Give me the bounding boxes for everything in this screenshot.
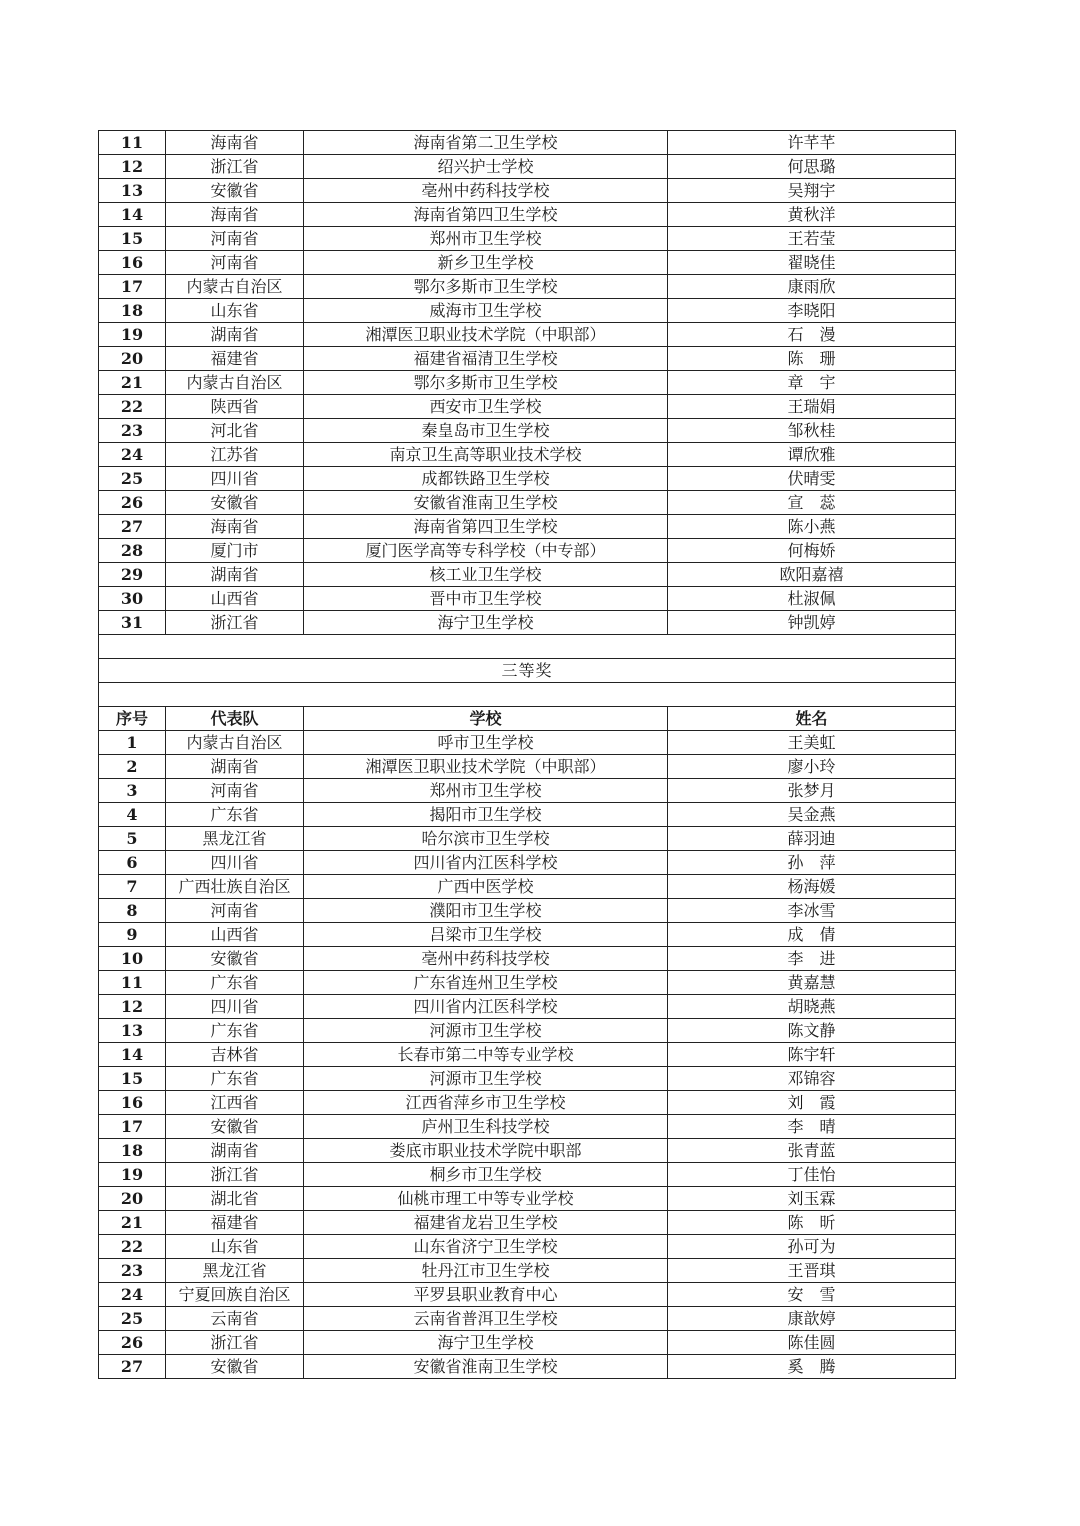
cell-index: 14 [99, 203, 166, 227]
table-row [99, 1307, 956, 1331]
cell-index: 13 [99, 179, 166, 203]
cell-school: 亳州中药科技学校 [304, 179, 668, 203]
cell-school: 海南省第四卫生学校 [304, 515, 668, 539]
cell-team: 内蒙古自治区 [166, 371, 304, 395]
header-team: 代表队 [166, 707, 304, 731]
cell-team: 四川省 [166, 851, 304, 875]
table-row [99, 299, 956, 323]
cell-index: 2 [99, 755, 166, 779]
blank-row [99, 635, 956, 659]
cell-team: 广东省 [166, 803, 304, 827]
cell-school: 威海市卫生学校 [304, 299, 668, 323]
cell-name: 刘玉霖 [668, 1187, 956, 1211]
cell-school: 四川省内江医科学校 [304, 851, 668, 875]
table-row [99, 443, 956, 467]
cell-team: 浙江省 [166, 611, 304, 635]
cell-team: 四川省 [166, 467, 304, 491]
cell-school: 安徽省淮南卫生学校 [304, 1355, 668, 1379]
cell-school: 西安市卫生学校 [304, 395, 668, 419]
cell-index: 29 [99, 563, 166, 587]
cell-school: 海南省第二卫生学校 [304, 131, 668, 155]
cell-team: 广西壮族自治区 [166, 875, 304, 899]
cell-name: 李 晴 [668, 1115, 956, 1139]
table-row [99, 1043, 956, 1067]
table-row [99, 1283, 956, 1307]
cell-index: 8 [99, 899, 166, 923]
cell-team: 山西省 [166, 923, 304, 947]
cell-index: 16 [99, 1091, 166, 1115]
cell-school: 福建省龙岩卫生学校 [304, 1211, 668, 1235]
table-row [99, 491, 956, 515]
cell-name: 刘 霞 [668, 1091, 956, 1115]
cell-name: 钟凯婷 [668, 611, 956, 635]
cell-team: 福建省 [166, 1211, 304, 1235]
cell-index: 11 [99, 971, 166, 995]
table-row [99, 1259, 956, 1283]
cell-team: 安徽省 [166, 1355, 304, 1379]
cell-team: 江苏省 [166, 443, 304, 467]
cell-name: 许芊芊 [668, 131, 956, 155]
table-row [99, 395, 956, 419]
cell-name: 王瑞娟 [668, 395, 956, 419]
cell-team: 安徽省 [166, 179, 304, 203]
cell-school: 海宁卫生学校 [304, 611, 668, 635]
cell-school: 四川省内江医科学校 [304, 995, 668, 1019]
cell-index: 15 [99, 1067, 166, 1091]
section-title-row [99, 659, 956, 683]
second-prize-rows [99, 131, 956, 635]
cell-name: 伏晴雯 [668, 467, 956, 491]
cell-school: 长春市第二中等专业学校 [304, 1043, 668, 1067]
cell-name: 陈文静 [668, 1019, 956, 1043]
table-row [99, 371, 956, 395]
cell-index: 22 [99, 395, 166, 419]
cell-index: 4 [99, 803, 166, 827]
cell-index: 7 [99, 875, 166, 899]
table-row [99, 419, 956, 443]
table-row [99, 1355, 956, 1379]
cell-index: 27 [99, 515, 166, 539]
cell-school: 仙桃市理工中等专业学校 [304, 1187, 668, 1211]
cell-team: 黑龙江省 [166, 1259, 304, 1283]
cell-name: 陈宇轩 [668, 1043, 956, 1067]
cell-school: 哈尔滨市卫生学校 [304, 827, 668, 851]
cell-team: 湖北省 [166, 1187, 304, 1211]
cell-index: 10 [99, 947, 166, 971]
cell-name: 李晓阳 [668, 299, 956, 323]
cell-team: 海南省 [166, 131, 304, 155]
header-school: 学校 [304, 707, 668, 731]
cell-index: 9 [99, 923, 166, 947]
cell-index: 3 [99, 779, 166, 803]
cell-school: 晋中市卫生学校 [304, 587, 668, 611]
table-row [99, 1115, 956, 1139]
cell-name: 何梅娇 [668, 539, 956, 563]
table-row [99, 851, 956, 875]
cell-name: 陈小燕 [668, 515, 956, 539]
cell-school: 河源市卫生学校 [304, 1067, 668, 1091]
third-prize-title: 三等奖 [99, 659, 956, 683]
cell-name: 陈佳圆 [668, 1331, 956, 1355]
cell-school: 鄂尔多斯市卫生学校 [304, 371, 668, 395]
award-list-sheet [98, 130, 955, 1379]
header-row [99, 707, 956, 731]
cell-team: 陕西省 [166, 395, 304, 419]
cell-index: 12 [99, 995, 166, 1019]
cell-team: 广东省 [166, 971, 304, 995]
third-prize-rows [99, 731, 956, 1379]
cell-school: 厦门医学高等专科学校（中专部） [304, 539, 668, 563]
cell-index: 23 [99, 1259, 166, 1283]
cell-name: 欧阳嘉禧 [668, 563, 956, 587]
cell-index: 24 [99, 1283, 166, 1307]
cell-team: 四川省 [166, 995, 304, 1019]
table-row [99, 203, 956, 227]
cell-school: 山东省济宁卫生学校 [304, 1235, 668, 1259]
cell-name: 章 宇 [668, 371, 956, 395]
cell-name: 孙可为 [668, 1235, 956, 1259]
cell-index: 21 [99, 1211, 166, 1235]
cell-name: 王晋琪 [668, 1259, 956, 1283]
cell-school: 秦皇岛市卫生学校 [304, 419, 668, 443]
cell-name: 黄嘉慧 [668, 971, 956, 995]
cell-team: 浙江省 [166, 1163, 304, 1187]
cell-index: 21 [99, 371, 166, 395]
table-row [99, 563, 956, 587]
cell-team: 浙江省 [166, 155, 304, 179]
table-row [99, 947, 956, 971]
cell-name: 石 漫 [668, 323, 956, 347]
table-row [99, 611, 956, 635]
cell-name: 李冰雪 [668, 899, 956, 923]
cell-team: 海南省 [166, 515, 304, 539]
cell-school: 安徽省淮南卫生学校 [304, 491, 668, 515]
blank-row [99, 683, 956, 707]
cell-school: 广西中医学校 [304, 875, 668, 899]
cell-index: 25 [99, 467, 166, 491]
cell-index: 11 [99, 131, 166, 155]
table-row [99, 731, 956, 755]
cell-school: 揭阳市卫生学校 [304, 803, 668, 827]
cell-name: 杜淑佩 [668, 587, 956, 611]
cell-team: 安徽省 [166, 491, 304, 515]
cell-team: 浙江省 [166, 1331, 304, 1355]
third-prize-heading-block [99, 635, 956, 731]
cell-name: 谭欣雅 [668, 443, 956, 467]
cell-name: 邹秋桂 [668, 419, 956, 443]
cell-index: 30 [99, 587, 166, 611]
cell-index: 20 [99, 1187, 166, 1211]
cell-name: 成 倩 [668, 923, 956, 947]
table-row [99, 1139, 956, 1163]
header-name: 姓名 [668, 707, 956, 731]
cell-index: 23 [99, 419, 166, 443]
cell-team: 河南省 [166, 227, 304, 251]
cell-school: 湘潭医卫职业技术学院（中职部） [304, 323, 668, 347]
cell-school: 亳州中药科技学校 [304, 947, 668, 971]
header-index: 序号 [99, 707, 166, 731]
table-row [99, 179, 956, 203]
table-row [99, 1187, 956, 1211]
cell-school: 吕梁市卫生学校 [304, 923, 668, 947]
cell-school: 绍兴护士学校 [304, 155, 668, 179]
cell-name: 孙 萍 [668, 851, 956, 875]
cell-team: 海南省 [166, 203, 304, 227]
cell-index: 14 [99, 1043, 166, 1067]
table-row [99, 131, 956, 155]
cell-school: 牡丹江市卫生学校 [304, 1259, 668, 1283]
table-row [99, 875, 956, 899]
table-row [99, 275, 956, 299]
table-row [99, 515, 956, 539]
cell-team: 河南省 [166, 251, 304, 275]
cell-name: 陈 昕 [668, 1211, 956, 1235]
cell-school: 郑州市卫生学校 [304, 227, 668, 251]
table-row [99, 587, 956, 611]
cell-team: 广东省 [166, 1067, 304, 1091]
table-row [99, 227, 956, 251]
cell-team: 河北省 [166, 419, 304, 443]
cell-name: 张梦月 [668, 779, 956, 803]
cell-name: 胡晓燕 [668, 995, 956, 1019]
cell-school: 娄底市职业技术学院中职部 [304, 1139, 668, 1163]
cell-index: 26 [99, 491, 166, 515]
cell-index: 17 [99, 275, 166, 299]
cell-school: 新乡卫生学校 [304, 251, 668, 275]
cell-index: 18 [99, 299, 166, 323]
table-row [99, 1211, 956, 1235]
cell-name: 宣 蕊 [668, 491, 956, 515]
cell-school: 平罗县职业教育中心 [304, 1283, 668, 1307]
cell-team: 山东省 [166, 299, 304, 323]
cell-team: 吉林省 [166, 1043, 304, 1067]
cell-team: 湖南省 [166, 323, 304, 347]
cell-school: 桐乡市卫生学校 [304, 1163, 668, 1187]
cell-index: 19 [99, 323, 166, 347]
cell-name: 黄秋洋 [668, 203, 956, 227]
table-row [99, 971, 956, 995]
cell-school: 濮阳市卫生学校 [304, 899, 668, 923]
table-row [99, 1163, 956, 1187]
cell-name: 丁佳怡 [668, 1163, 956, 1187]
table-row [99, 1067, 956, 1091]
cell-index: 20 [99, 347, 166, 371]
cell-team: 安徽省 [166, 947, 304, 971]
cell-index: 18 [99, 1139, 166, 1163]
cell-name: 吴金燕 [668, 803, 956, 827]
cell-index: 17 [99, 1115, 166, 1139]
cell-school: 郑州市卫生学校 [304, 779, 668, 803]
cell-team: 福建省 [166, 347, 304, 371]
cell-name: 吴翔宇 [668, 179, 956, 203]
cell-index: 25 [99, 1307, 166, 1331]
table-row [99, 251, 956, 275]
cell-index: 13 [99, 1019, 166, 1043]
cell-school: 河源市卫生学校 [304, 1019, 668, 1043]
cell-team: 云南省 [166, 1307, 304, 1331]
table-row [99, 347, 956, 371]
cell-school: 海南省第四卫生学校 [304, 203, 668, 227]
cell-index: 31 [99, 611, 166, 635]
cell-school: 成都铁路卫生学校 [304, 467, 668, 491]
cell-school: 福建省福清卫生学校 [304, 347, 668, 371]
cell-index: 15 [99, 227, 166, 251]
table-row [99, 803, 956, 827]
cell-team: 湖南省 [166, 1139, 304, 1163]
table-row [99, 923, 956, 947]
table-row [99, 1235, 956, 1259]
cell-team: 内蒙古自治区 [166, 275, 304, 299]
cell-school: 海宁卫生学校 [304, 1331, 668, 1355]
cell-name: 薛羽迪 [668, 827, 956, 851]
cell-team: 厦门市 [166, 539, 304, 563]
cell-team: 江西省 [166, 1091, 304, 1115]
table-row [99, 827, 956, 851]
cell-name: 李 进 [668, 947, 956, 971]
cell-team: 湖南省 [166, 755, 304, 779]
cell-index: 24 [99, 443, 166, 467]
cell-team: 河南省 [166, 779, 304, 803]
table-row [99, 155, 956, 179]
cell-index: 6 [99, 851, 166, 875]
cell-index: 22 [99, 1235, 166, 1259]
cell-school: 云南省普洱卫生学校 [304, 1307, 668, 1331]
cell-school: 南京卫生高等职业技术学校 [304, 443, 668, 467]
table-row [99, 995, 956, 1019]
cell-team: 河南省 [166, 899, 304, 923]
cell-team: 内蒙古自治区 [166, 731, 304, 755]
cell-index: 1 [99, 731, 166, 755]
cell-team: 湖南省 [166, 563, 304, 587]
cell-name: 康雨欣 [668, 275, 956, 299]
cell-name: 何思璐 [668, 155, 956, 179]
table-row [99, 539, 956, 563]
cell-team: 宁夏回族自治区 [166, 1283, 304, 1307]
table-row [99, 323, 956, 347]
cell-team: 黑龙江省 [166, 827, 304, 851]
cell-team: 广东省 [166, 1019, 304, 1043]
cell-name: 奚 腾 [668, 1355, 956, 1379]
cell-index: 27 [99, 1355, 166, 1379]
cell-school: 呼市卫生学校 [304, 731, 668, 755]
cell-index: 19 [99, 1163, 166, 1187]
award-table [98, 130, 956, 1379]
cell-name: 邓锦容 [668, 1067, 956, 1091]
cell-name: 安 雪 [668, 1283, 956, 1307]
table-row [99, 1019, 956, 1043]
cell-name: 康歆婷 [668, 1307, 956, 1331]
cell-school: 广东省连州卫生学校 [304, 971, 668, 995]
cell-team: 安徽省 [166, 1115, 304, 1139]
cell-name: 张青蓝 [668, 1139, 956, 1163]
cell-name: 翟晓佳 [668, 251, 956, 275]
cell-school: 庐州卫生科技学校 [304, 1115, 668, 1139]
cell-name: 王若莹 [668, 227, 956, 251]
cell-name: 杨海媛 [668, 875, 956, 899]
cell-name: 陈 珊 [668, 347, 956, 371]
cell-index: 16 [99, 251, 166, 275]
cell-index: 5 [99, 827, 166, 851]
cell-index: 12 [99, 155, 166, 179]
cell-name: 王美虹 [668, 731, 956, 755]
cell-school: 鄂尔多斯市卫生学校 [304, 275, 668, 299]
cell-team: 山西省 [166, 587, 304, 611]
cell-school: 江西省萍乡市卫生学校 [304, 1091, 668, 1115]
table-row [99, 779, 956, 803]
table-row [99, 755, 956, 779]
cell-index: 28 [99, 539, 166, 563]
cell-name: 廖小玲 [668, 755, 956, 779]
cell-team: 山东省 [166, 1235, 304, 1259]
cell-index: 26 [99, 1331, 166, 1355]
table-row [99, 1091, 956, 1115]
table-row [99, 899, 956, 923]
cell-school: 湘潭医卫职业技术学院（中职部） [304, 755, 668, 779]
cell-school: 核工业卫生学校 [304, 563, 668, 587]
table-row [99, 1331, 956, 1355]
table-row [99, 467, 956, 491]
